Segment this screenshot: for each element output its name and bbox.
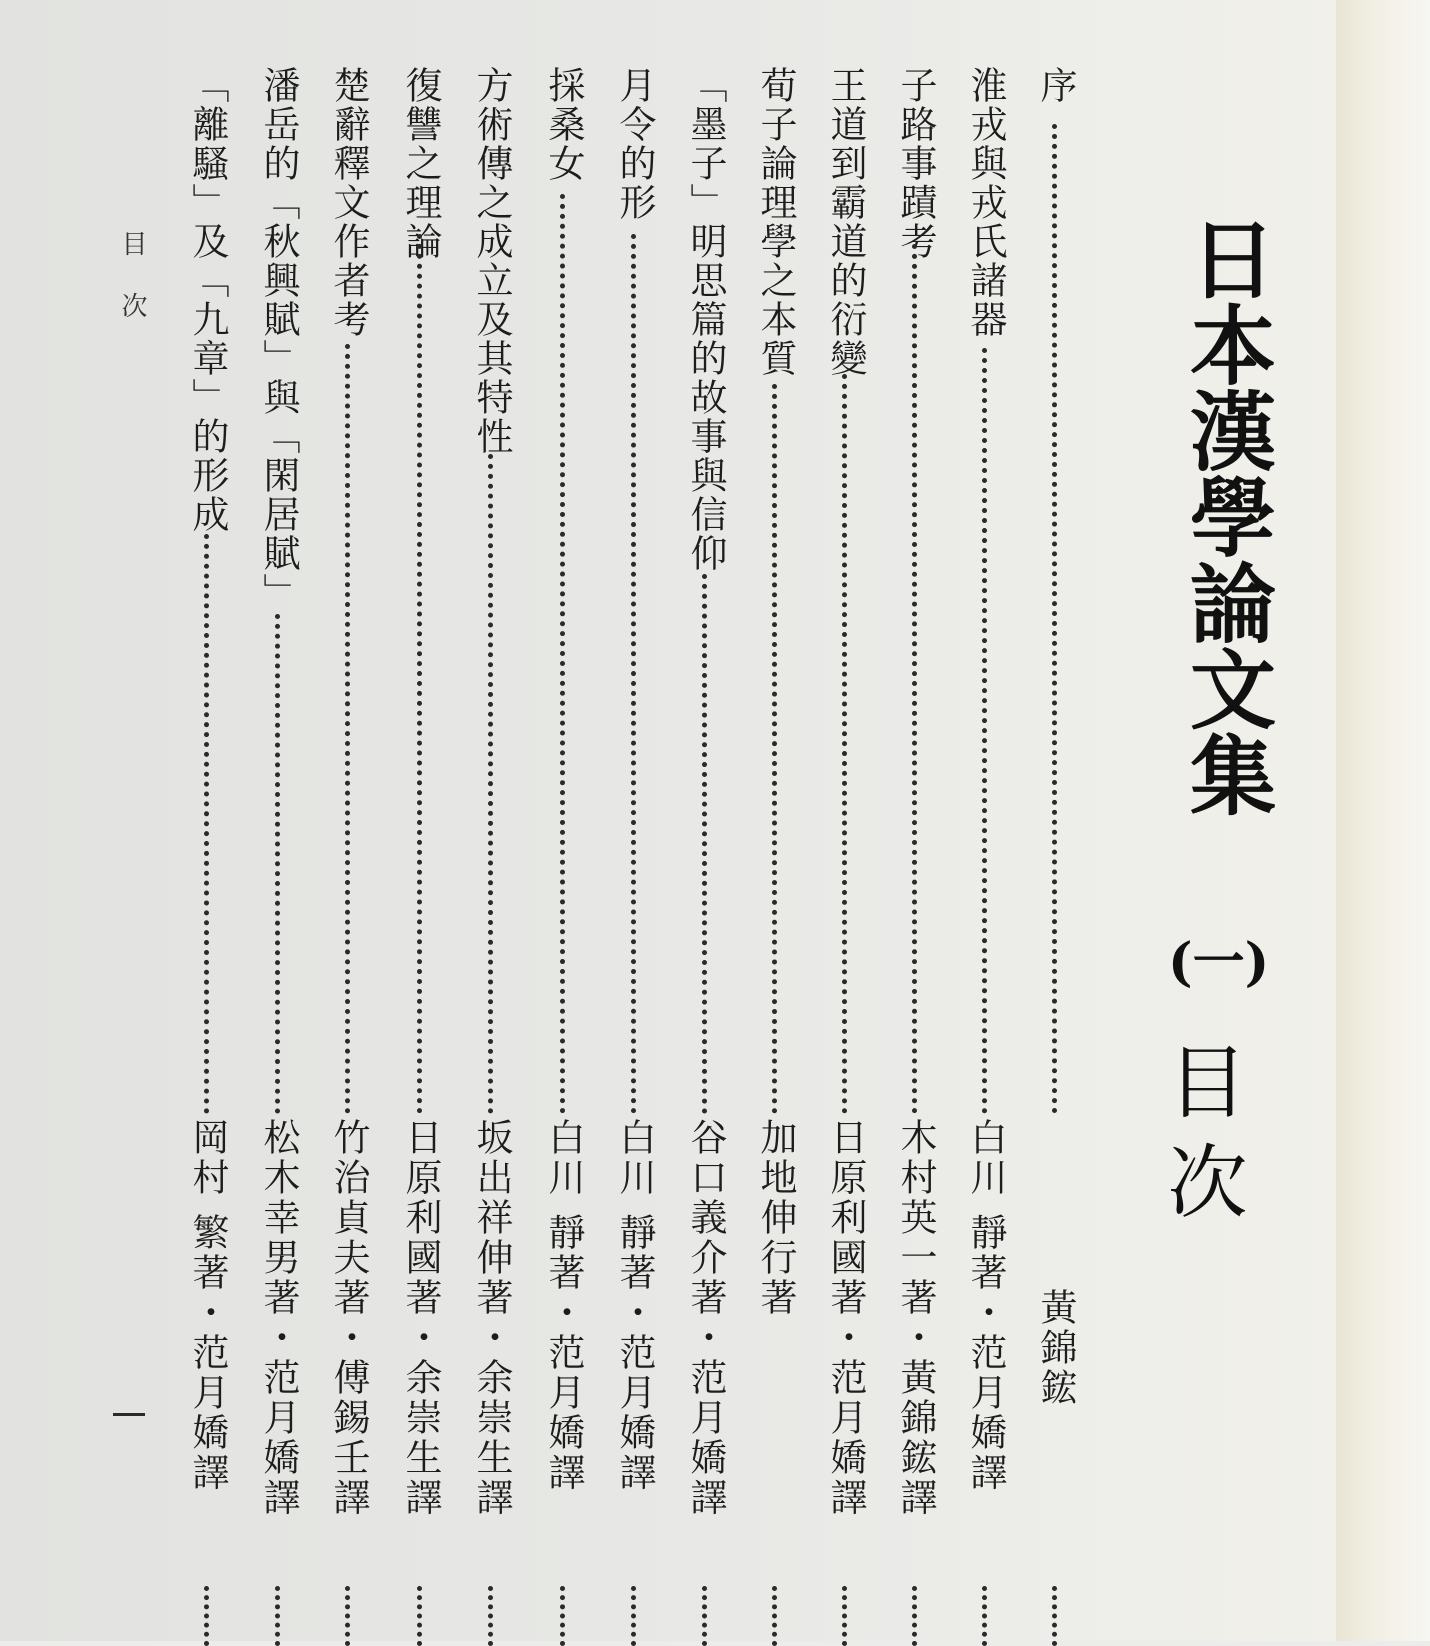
toc-entry-title: 潘岳的「秋興賦」與「閑居賦」: [257, 66, 300, 612]
toc-entry: [680, 66, 730, 1646]
toc-entry-credit: 日原利國著・余崇生譯: [399, 1118, 442, 1518]
leader-dots-tail: [275, 1586, 280, 1646]
toc-entry: [395, 66, 445, 1646]
toc-entry-title: 「離騷」及「九章」的形成: [186, 66, 229, 534]
toc-entry-credit: 木村英一著・黃錦鋐譯: [894, 1118, 937, 1518]
leader-dots-tail: [1052, 1586, 1057, 1646]
toc-entry: [1030, 66, 1080, 1646]
toc-entry-credit: 日原利國著・范月嬌譯: [824, 1118, 867, 1518]
leader-dots: [842, 374, 847, 1114]
toc-entry-credit: 白川 靜著・范月嬌譯: [542, 1118, 585, 1493]
toc-entry-credit: 加地伸行著: [754, 1118, 797, 1318]
toc-entry-title: 王道到霸道的衍變: [824, 66, 867, 378]
toc-entry: [538, 66, 588, 1646]
toc-entry-title: 楚辭釋文作者考: [327, 66, 370, 339]
toc-entry-credit: 白川 靜著・范月嬌譯: [964, 1118, 1007, 1493]
running-footer-label: 目次: [117, 230, 147, 354]
leader-dots: [982, 348, 987, 1114]
toc-entry-title: 荀子論理學之本質: [754, 66, 797, 378]
toc-entry-credit: 松木幸男著・范月嬌譯: [257, 1118, 300, 1518]
toc-entry-credit: 白川 靜著・范月嬌譯: [613, 1118, 656, 1493]
leader-dots: [204, 534, 209, 1114]
toc-entry: [890, 66, 940, 1646]
toc-entry-credit: 坂出祥伸著・余崇生譯: [470, 1118, 513, 1518]
toc-entry: [609, 66, 659, 1646]
leader-dots-tail: [560, 1586, 565, 1646]
toc-entry-credit: 黃錦鋐: [1034, 1288, 1077, 1408]
toc-entry-title: 「墨子」明思篇的故事與信仰: [684, 66, 727, 573]
leader-dots: [702, 574, 707, 1114]
toc-entry: [323, 66, 373, 1646]
leader-dots: [1052, 124, 1057, 1114]
toc-entry: [820, 66, 870, 1646]
leader-dots-tail: [912, 1586, 917, 1646]
leader-dots-tail: [204, 1586, 209, 1646]
toc-entry-title: 方術傳之成立及其特性: [470, 66, 513, 456]
leader-dots: [560, 194, 565, 1114]
toc-entry-credit: 谷口義介著・范月嬌譯: [684, 1118, 727, 1518]
leader-dots-tail: [982, 1586, 987, 1646]
page-edge: [1336, 0, 1430, 1641]
leader-dots-tail: [842, 1586, 847, 1646]
toc-entry-title: 子路事蹟考: [894, 66, 937, 261]
leader-dots-tail: [417, 1586, 422, 1646]
toc-entry-title: 序: [1034, 66, 1077, 105]
toc-entry-title: 採桑女: [542, 66, 585, 183]
leader-dots: [275, 614, 280, 1114]
toc-entry-credit: 岡村 繁著・范月嬌譯: [186, 1118, 229, 1493]
leader-dots-tail: [345, 1586, 350, 1646]
page-number: [113, 1413, 145, 1416]
toc-entry-credit: 竹治貞夫著・傅錫壬譯: [327, 1118, 370, 1518]
leader-dots: [417, 234, 422, 1114]
leader-dots-tail: [488, 1586, 493, 1646]
toc-entry: [750, 66, 800, 1646]
toc-heading: 目次: [1154, 1040, 1247, 1240]
leader-dots: [772, 384, 777, 1114]
toc-entry-title: 復讐之理論: [399, 66, 442, 261]
leader-dots-tail: [702, 1586, 707, 1646]
toc-entry: [182, 66, 232, 1646]
leader-dots: [631, 234, 636, 1114]
leader-dots: [345, 344, 350, 1114]
toc-entry-title: 月令的形: [613, 66, 656, 222]
leader-dots-tail: [631, 1586, 636, 1646]
volume-number: (一): [1168, 932, 1270, 993]
leader-dots: [488, 454, 493, 1114]
book-title: 日本漢學論文集: [1175, 215, 1276, 817]
leader-dots: [912, 244, 917, 1114]
toc-entry: [466, 66, 516, 1646]
toc-entry: [960, 66, 1010, 1646]
leader-dots-tail: [772, 1586, 777, 1646]
toc-entry: [253, 66, 303, 1646]
toc-entry-title: 淮戎與戎氏諸器: [964, 66, 1007, 339]
